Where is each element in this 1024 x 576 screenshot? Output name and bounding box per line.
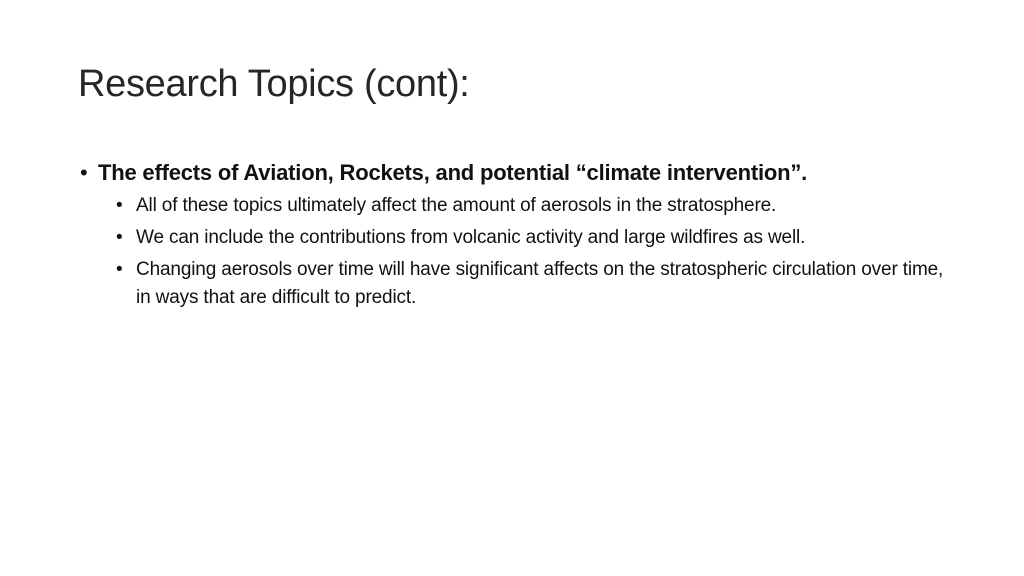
sub-bullet-list	[116, 192, 946, 312]
sub-bullet	[116, 192, 946, 220]
bullet-level1	[78, 157, 978, 188]
bullet-icon: •	[116, 195, 123, 216]
bullet-text: The effects of Aviation, Rockets, and potential “climate intervention”.	[98, 160, 808, 185]
bullet-icon: •	[116, 227, 123, 248]
slide-content	[78, 157, 978, 316]
sub-bullet-text: We can include the contributions from volcanic activity and large wildfires as well.	[136, 227, 806, 248]
bullet-icon: •	[80, 160, 88, 185]
bullet-icon: •	[116, 259, 123, 280]
sub-bullet-text: All of these topics ultimately affect the amount of aerosols in the stratosphere.	[136, 195, 777, 216]
sub-bullet-text: Changing aerosols over time will have significant affects on the stratospheric circulation over time, in ways that are difficult to predict.	[136, 259, 944, 308]
sub-bullet	[116, 224, 946, 252]
slide-title: Research Topics (cont):	[78, 63, 470, 105]
sub-bullet	[116, 256, 946, 312]
